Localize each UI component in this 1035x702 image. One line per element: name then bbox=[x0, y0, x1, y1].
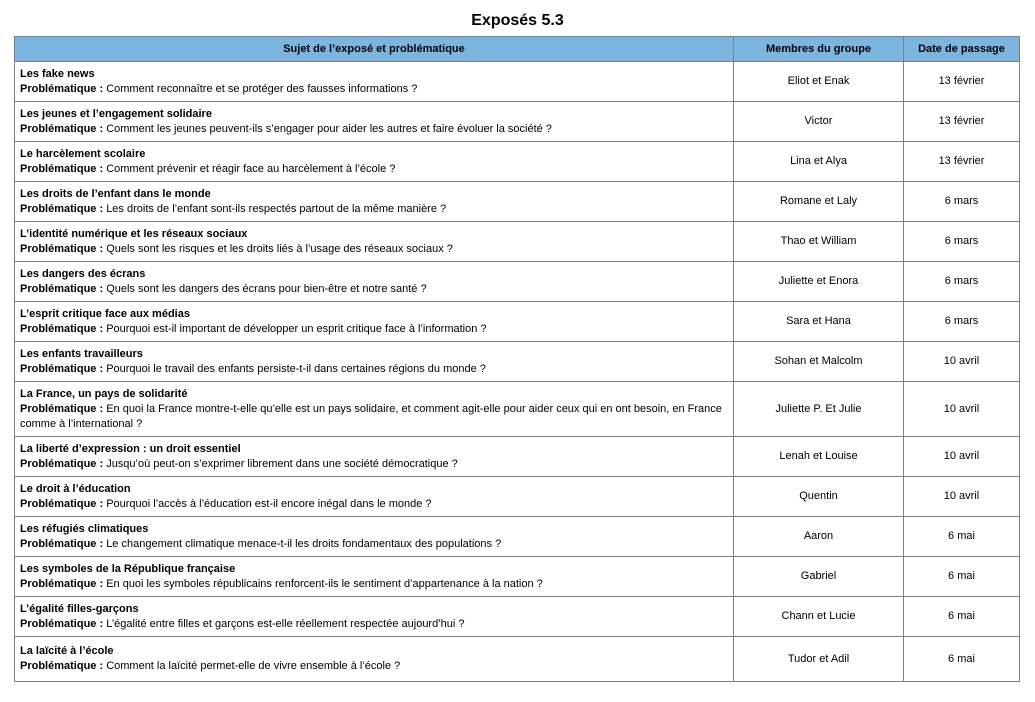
table-body bbox=[15, 62, 1020, 682]
problem-label: Problématique : bbox=[20, 577, 107, 590]
page-title: Exposés 5.3 bbox=[471, 12, 564, 29]
problem-label: Problématique : bbox=[20, 82, 107, 95]
subject-cell bbox=[15, 597, 734, 637]
table-row bbox=[15, 222, 1020, 262]
members-cell: Lenah et Louise bbox=[734, 437, 904, 477]
problem-text: Les droits de l’enfant sont-ils respectés partout de la même manière ? bbox=[106, 202, 447, 215]
subject-title: Les enfants travailleurs bbox=[20, 347, 143, 360]
date-cell: 6 mai bbox=[904, 637, 1020, 682]
problem-text: Jusqu’où peut-on s’exprimer librement dans une société démocratique ? bbox=[106, 457, 458, 470]
problem-text: Pourquoi l’accès à l’éducation est-il encore inégal dans le monde ? bbox=[106, 497, 432, 510]
members-cell: Eliot et Enak bbox=[734, 62, 904, 102]
subject-cell bbox=[15, 557, 734, 597]
problem-label: Problématique : bbox=[20, 617, 107, 630]
subject-title: La laïcité à l’école bbox=[20, 645, 114, 657]
problem-label: Problématique : bbox=[20, 497, 107, 510]
problem-label: Problématique : bbox=[20, 457, 107, 470]
problem-label: Problématique : bbox=[20, 402, 107, 415]
date-cell: 6 mars bbox=[904, 182, 1020, 222]
problem-text: L’égalité entre filles et garçons est-elle réellement respectée aujourd’hui ? bbox=[106, 617, 465, 630]
problem-label: Problématique : bbox=[20, 162, 107, 175]
members-cell: Gabriel bbox=[734, 557, 904, 597]
subject-cell bbox=[15, 382, 734, 437]
date-cell: 6 mars bbox=[904, 262, 1020, 302]
members-cell: Quentin bbox=[734, 477, 904, 517]
subject-cell bbox=[15, 477, 734, 517]
members-cell: Aaron bbox=[734, 517, 904, 557]
members-cell: Thao et William bbox=[734, 222, 904, 262]
problem-text: Comment la laïcité permet-elle de vivre ensemble à l’école ? bbox=[106, 660, 401, 672]
subject-title: Les droits de l’enfant dans le monde bbox=[20, 187, 211, 200]
problem-text: Comment les jeunes peuvent-ils s’engager pour aider les autres et faire évoluer la société ? bbox=[106, 122, 552, 135]
subject-title: Les jeunes et l’engagement solidaire bbox=[20, 107, 212, 120]
problem-label: Problématique : bbox=[20, 202, 107, 215]
table-row bbox=[15, 142, 1020, 182]
date-cell: 10 avril bbox=[904, 382, 1020, 437]
date-cell: 13 février bbox=[904, 62, 1020, 102]
members-cell: Sohan et Malcolm bbox=[734, 342, 904, 382]
members-cell: Tudor et Adil bbox=[734, 637, 904, 682]
subject-title: L’esprit critique face aux médias bbox=[20, 307, 190, 320]
problem-text: En quoi la France montre-t-elle qu’elle est un pays solidaire, et comment agit-elle pour aider ceux qui en ont besoin, en France comme à l’international ? bbox=[20, 402, 722, 430]
problem-text: Quels sont les risques et les droits liés à l’usage des réseaux sociaux ? bbox=[106, 242, 453, 255]
problem-label: Problématique : bbox=[20, 537, 107, 550]
table-row bbox=[15, 517, 1020, 557]
subject-cell bbox=[15, 637, 734, 682]
problem-text: Le changement climatique menace-t-il les droits fondamentaux des populations ? bbox=[106, 537, 502, 550]
table-header-row bbox=[15, 37, 1020, 62]
table-row bbox=[15, 557, 1020, 597]
header-members: Membres du groupe bbox=[734, 37, 904, 62]
problem-text: Comment reconnaître et se protéger des fausses informations ? bbox=[106, 82, 418, 95]
table-row bbox=[15, 342, 1020, 382]
members-cell: Victor bbox=[734, 102, 904, 142]
subject-title: L’identité numérique et les réseaux sociaux bbox=[20, 227, 248, 240]
problem-text: En quoi les symboles républicains renforcent-ils le sentiment d’appartenance à la nation ? bbox=[106, 577, 543, 590]
date-cell: 6 mai bbox=[904, 517, 1020, 557]
header-subject: Sujet de l’exposé et problématique bbox=[15, 37, 734, 62]
table-row bbox=[15, 637, 1020, 682]
date-cell: 6 mai bbox=[904, 557, 1020, 597]
table-row bbox=[15, 437, 1020, 477]
members-cell: Juliette P. Et Julie bbox=[734, 382, 904, 437]
subject-cell bbox=[15, 437, 734, 477]
problem-label: Problématique : bbox=[20, 282, 107, 295]
subject-title: La liberté d’expression : un droit essentiel bbox=[20, 442, 241, 455]
members-cell: Lina et Alya bbox=[734, 142, 904, 182]
date-cell: 6 mai bbox=[904, 597, 1020, 637]
subject-title: Le droit à l’éducation bbox=[20, 482, 131, 495]
problem-text: Comment prévenir et réagir face au harcèlement à l’école ? bbox=[106, 162, 396, 175]
date-cell: 10 avril bbox=[904, 437, 1020, 477]
members-cell: Juliette et Enora bbox=[734, 262, 904, 302]
table-row bbox=[15, 62, 1020, 102]
problem-text: Pourquoi est-il important de développer un esprit critique face à l’information ? bbox=[106, 322, 487, 335]
subject-title: Les réfugiés climatiques bbox=[20, 522, 149, 535]
table-row bbox=[15, 182, 1020, 222]
date-cell: 13 février bbox=[904, 142, 1020, 182]
subject-title: L’égalité filles-garçons bbox=[20, 602, 139, 615]
problem-label: Problématique : bbox=[20, 362, 107, 375]
subject-cell bbox=[15, 302, 734, 342]
problem-text: Pourquoi le travail des enfants persiste-t-il dans certaines régions du monde ? bbox=[106, 362, 486, 375]
members-cell: Chann et Lucie bbox=[734, 597, 904, 637]
problem-label: Problématique : bbox=[20, 242, 107, 255]
problem-label: Problématique : bbox=[20, 122, 107, 135]
table-row bbox=[15, 302, 1020, 342]
table-row bbox=[15, 382, 1020, 437]
table-row bbox=[15, 102, 1020, 142]
subject-cell bbox=[15, 517, 734, 557]
date-cell: 6 mars bbox=[904, 302, 1020, 342]
subject-title: La France, un pays de solidarité bbox=[20, 387, 188, 400]
date-cell: 10 avril bbox=[904, 477, 1020, 517]
subject-cell bbox=[15, 62, 734, 102]
subject-title: Les fake news bbox=[20, 67, 95, 80]
table-row bbox=[15, 597, 1020, 637]
subject-cell bbox=[15, 342, 734, 382]
problem-label: Problématique : bbox=[20, 322, 107, 335]
date-cell: 6 mars bbox=[904, 222, 1020, 262]
table-row bbox=[15, 262, 1020, 302]
date-cell: 13 février bbox=[904, 102, 1020, 142]
subject-title: Les dangers des écrans bbox=[20, 267, 146, 280]
subject-cell bbox=[15, 142, 734, 182]
problem-label: Problématique : bbox=[20, 660, 107, 672]
subject-cell bbox=[15, 182, 734, 222]
subject-title: Le harcèlement scolaire bbox=[20, 147, 146, 160]
problem-text: Quels sont les dangers des écrans pour bien-être et notre santé ? bbox=[106, 282, 427, 295]
members-cell: Romane et Laly bbox=[734, 182, 904, 222]
header-date: Date de passage bbox=[904, 37, 1020, 62]
subject-cell bbox=[15, 262, 734, 302]
members-cell: Sara et Hana bbox=[734, 302, 904, 342]
subject-title: Les symboles de la République française bbox=[20, 562, 236, 575]
exposes-table bbox=[14, 36, 1020, 682]
subject-cell bbox=[15, 102, 734, 142]
table-row bbox=[15, 477, 1020, 517]
subject-cell bbox=[15, 222, 734, 262]
date-cell: 10 avril bbox=[904, 342, 1020, 382]
